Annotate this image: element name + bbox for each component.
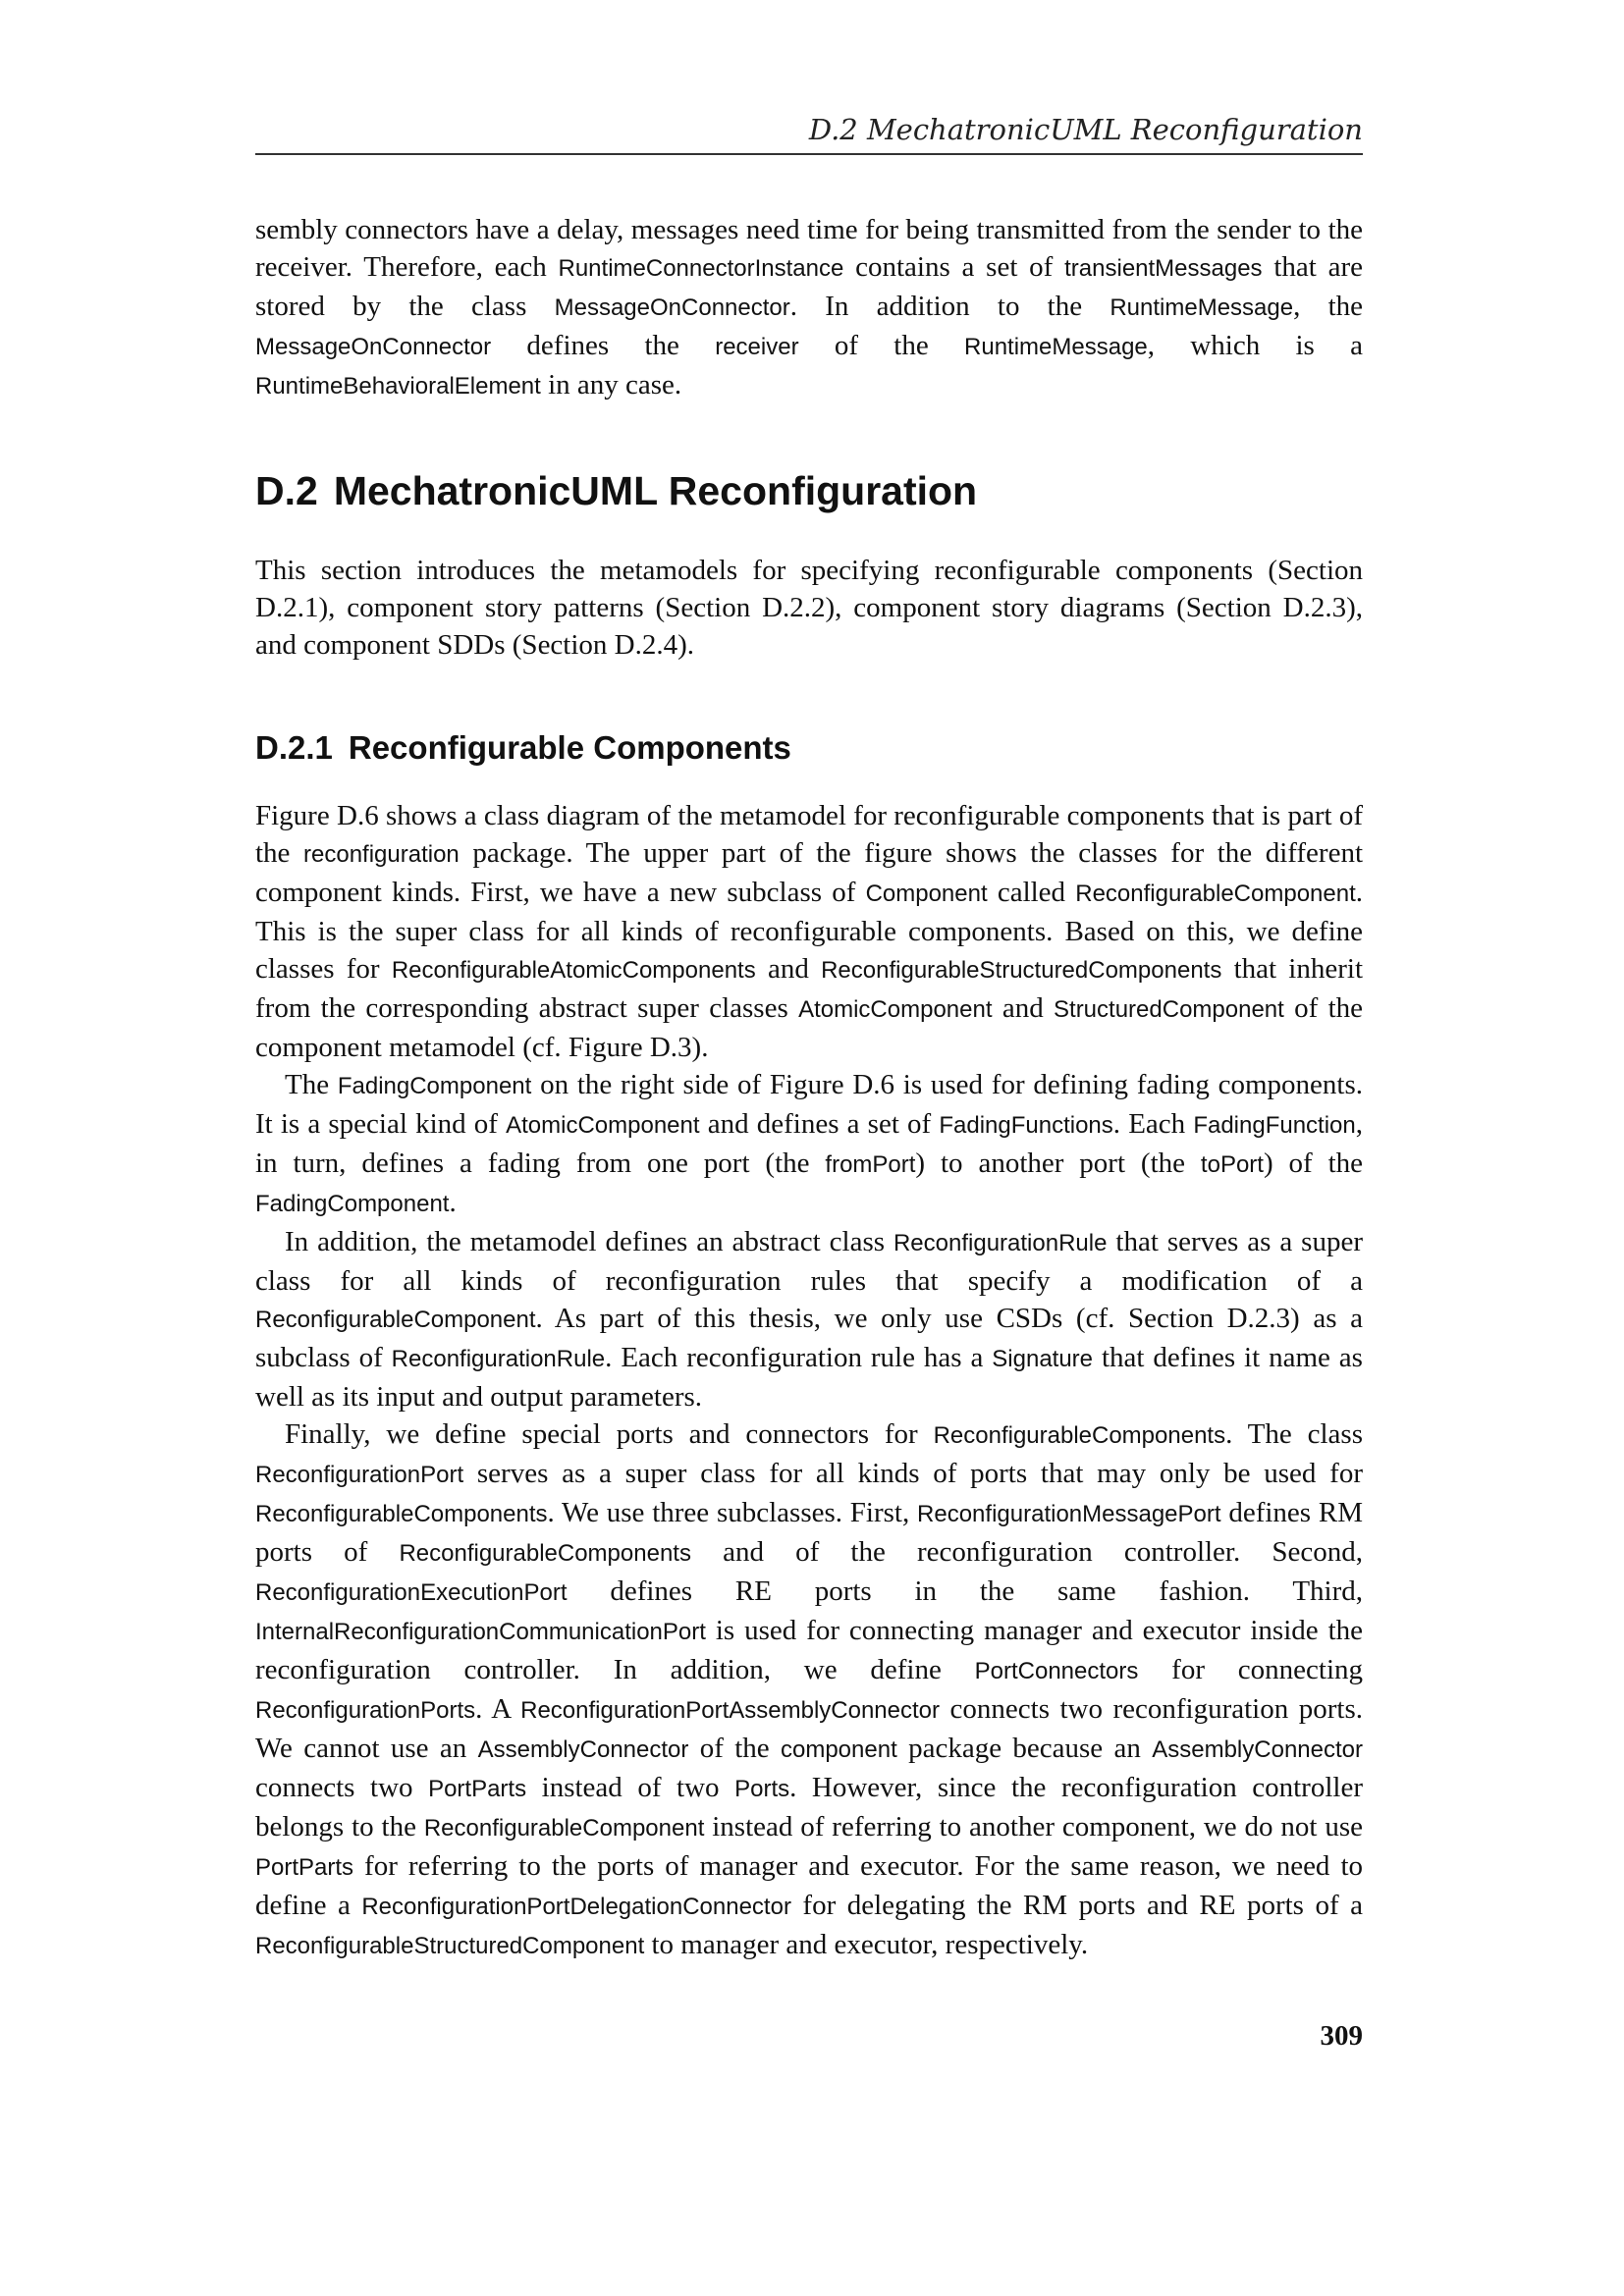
paragraph-1: Figure D.6 shows a class diagram of the metamodel for reconfigurable components that is part of the reconfiguration package. The upper part of the figure shows the classes for the different component kinds. First, we have a new subclass of Component called ReconfigurableComponent. This is the super class for all kinds of reconfigurable components. Based on this, we define classes for ReconfigurableAtomicComponents and ReconfigurableStructuredComponents that inherit from the corresponding abstract super classes AtomicComponent and StructuredComponent of the component metamodel (cf. Figure D.3). (255, 800, 1364, 1063)
paragraph-3: In addition, the metamodel defines an abstract class ReconfigurationRule that serves as a super class for all kinds of reconfiguration rules that specify a modification of a ReconfigurableComponent. As part of this thesis, we only use CSDs (cf. Section D.2.3) as a subclass of ReconfigurationRule. Each reconfiguration rule has a Signature that defines it name as well as its input and output parameters. (255, 1226, 1363, 1413)
header-rule (255, 153, 1363, 155)
page-number: 309 (1320, 2020, 1363, 2052)
subsection-heading (255, 726, 1363, 770)
section-heading (255, 465, 1363, 516)
subsection-title: Reconfigurable Components (348, 729, 791, 766)
paragraph-4: Finally, we define special ports and connectors for ReconfigurableComponents. The class ReconfigurationPort serves as a super class for all kinds of ports that may only be used for ReconfigurableComponents. We use three subclasses. First, ReconfigurationMessagePort defines RM ports of ReconfigurableComponents and of the reconfiguration controller. Second, ReconfigurationExecutionPort defines RE ports in the same fashion. Third, InternalReconfigurationCommunicationPort is used for connecting manager and executor inside the reconfiguration controller. In addition, we define PortConnectors for connecting ReconfigurationPorts. A ReconfigurationPortAssemblyConnector connects two reconfiguration ports. We cannot use an AssemblyConnector of the component package because an AssemblyConnector connects two PortParts instead of two Ports. However, since the reconfiguration controller belongs to the ReconfigurableComponent instead of referring to another component, we do not use PortParts for referring to the ports of manager and executor. For the same reason, we need to define a ReconfigurationPortDelegationConnector for delegating the RM ports and RE ports of a ReconfigurableStructuredComponent to manager and executor, respectively. (255, 1418, 1364, 1960)
section-number: D.2 (255, 468, 318, 513)
paragraph-2: The FadingComponent on the right side of Figure D.6 is used for defining fading components. It is a special kind of AtomicComponent and defines a set of FadingFunctions. Each FadingFunction, in turn, defines a fading from one port (the fromPort) to another port (the toPort) of the FadingComponent. (255, 1069, 1364, 1218)
running-header: D.2 MechatronicUML Reconfiguration (808, 113, 1363, 146)
subsection-number: D.2.1 (255, 729, 333, 766)
intro-paragraph-block (255, 211, 1363, 405)
subsection-body (255, 797, 1363, 1965)
section-intro-block (255, 552, 1363, 664)
section-intro-paragraph: This section introduces the metamodels for specifying reconfigurable components (Section D.2.1), component story patterns (Section D.2.2), component story diagrams (Section D.2.3), and component SDDs (Section D.2.4). (255, 555, 1363, 661)
intro-paragraph: sembly connectors have a delay, messages need time for being transmitted from the sender to the receiver. Therefore, each RuntimeConnectorInstance contains a set of transientMessages that are stored by the class MessageOnConnector. In addition to the RuntimeMessage, the MessageOnConnector defines the receiver of the RuntimeMessage, which is a RuntimeBehavioralElement in any case. (255, 214, 1364, 400)
section-title: MechatronicUML Reconfiguration (333, 468, 978, 513)
